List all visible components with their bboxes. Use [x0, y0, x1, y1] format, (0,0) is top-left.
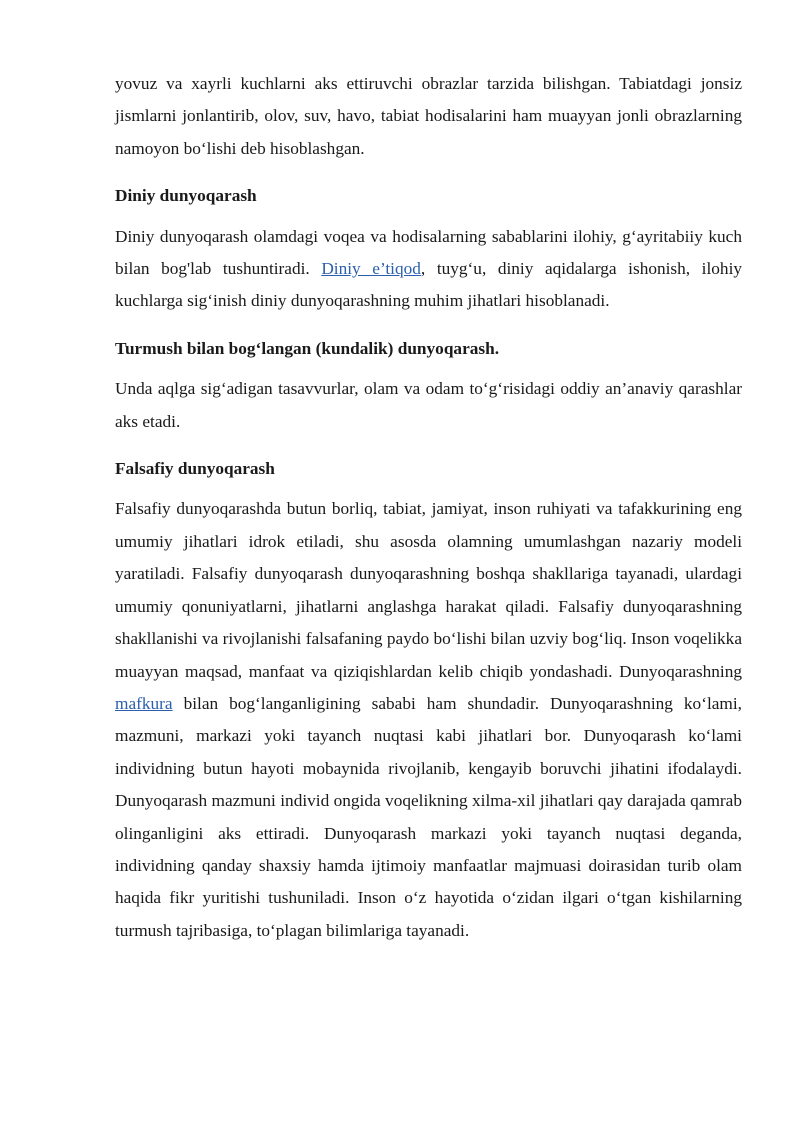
- heading-diniy-dunyoqarash: Diniy dunyoqarash: [115, 186, 257, 206]
- paragraph-falsafiy-text-b: bilan bog‘langanligining sababi ham shundadir. Dunyoqarashning ko‘lami, mazmuni, markazi yoki tayanch nuqtasi kabi jihatlari bor. Dunyoqarash ko‘lami individning butun hayoti mobaynida rivojlanib, kengayib boruvchi jihatini ifodalaydi. Dunyoqarash mazmuni individ ongida voqelikning xilma-xil jihatlari qay darajada qamrab olinganligini aks ettiradi. Dunyoqarash markazi yoki tayanch nuqtasi deganda, individning qanday shaxsiy hamda ijtimoiy manfaatlar majmuasi doirasidan turib olam haqida fikr yuritishi tushuniladi. Inson o‘z hayotida o‘zidan ilgari o‘tgan kishilarning turmush tajribasiga, to‘plagan bilimlariga tayanadi.: [115, 693, 742, 940]
- paragraph-diniy-text-a: Diniy dunyoqarash olamdagi voqea va hodisalarning sabablarini ilohiy, g‘ayritabiiy kuch bilan bog'lab tushuntiradi.: [115, 226, 742, 279]
- paragraph-falsafiy: [115, 493, 742, 947]
- paragraph-intro: yovuz va xayrli kuchlarni aks ettiruvchi obrazlar tarzida bilishgan. Tabiatdagi jonsiz jismlarni jonlantirib, olov, suv, havo, tabiat hodisalarini ham muayyan jonli obrazlarning namoyon bo‘lishi deb hisoblashgan.: [115, 74, 742, 158]
- heading-falsafiy-dunyoqarash: Falsafiy dunyoqarash: [115, 459, 275, 479]
- heading-turmush-dunyoqarash: Turmush bilan bog‘langan (kundalik) dunyoqarash.: [115, 338, 500, 358]
- link-diniy-etiqod[interactable]: Diniy e’tiqod: [321, 259, 421, 279]
- paragraph-diniy: [115, 221, 742, 318]
- paragraph-diniy-text-b: , tuyg‘u, diniy aqidalarga ishonish, ilohiy kuchlarga sig‘inish diniy dunyoqarashning muhim jihatlari hisoblanadi.: [115, 259, 743, 311]
- paragraph-falsafiy-text-a: Falsafiy dunyoqarashda butun borliq, tabiat, jamiyat, inson ruhiyati va tafakkurining eng umumiy jihatlari idrok etiladi, shu asosda olamning umumlashgan nazariy modeli yaratiladi. Falsafiy dunyoqarash dunyoqarashning boshqa shakllariga tayanadi, ulardagi umumiy qonuniyatlarni, jihatlarni anglashga harakat qiladi. Falsafiy dunyoqarashning shakllanishi va rivojlanishi falsafaning paydo bo‘lishi bilan uzviy bog‘liq. Inson voqelikka muayyan maqsad, manfaat va qiziqishlardan kelib chiqib yondashadi. Dunyoqarashning: [115, 499, 742, 681]
- link-mafkura[interactable]: mafkura: [115, 693, 173, 713]
- document-page: [115, 68, 742, 947]
- paragraph-turmush: Unda aqlga sig‘adigan tasavvurlar, olam va odam to‘g‘risidagi oddiy an’anaviy qarashlar aks etadi.: [115, 379, 742, 431]
